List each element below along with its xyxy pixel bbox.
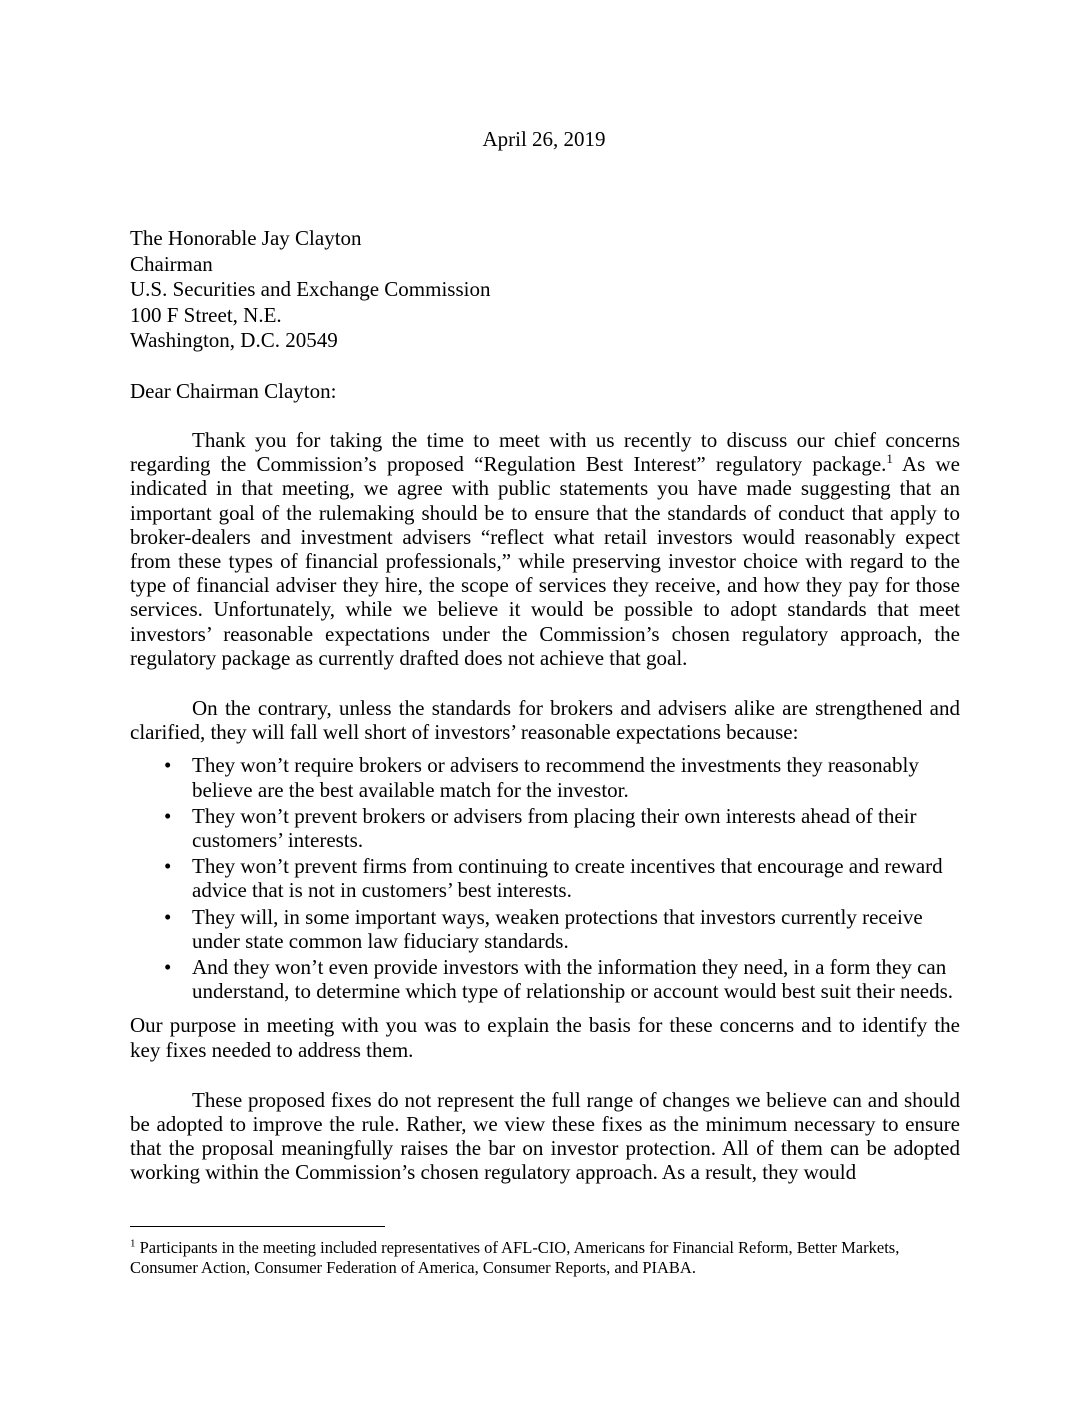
list-item <box>130 804 960 852</box>
list-item-text: They won’t require brokers or advisers to recommend the investments they reasonably believe are the best available match for the investor. <box>192 753 919 802</box>
footnote-divider <box>130 1226 385 1227</box>
bullet-icon: • <box>164 803 172 828</box>
address-line: Chairman <box>130 251 213 276</box>
address-line: Washington, D.C. 20549 <box>130 328 338 352</box>
bullet-icon: • <box>164 753 172 778</box>
address-line: 100 F Street, N.E. <box>130 302 282 327</box>
list-item <box>130 955 960 1003</box>
list-item-text: And they won’t even provide investors with the information they need, in a form they can understand, to determine which type of relationship or account would best suit their needs. <box>192 955 954 1004</box>
list-item-text: They will, in some important ways, weaken protections that investors currently receive under state common law fiduciary standards. <box>192 904 923 953</box>
list-item <box>130 753 960 801</box>
paragraph-3: Our purpose in meeting with you was to explain the basis for these concerns and to identify the key fixes needed to address them. <box>130 1013 960 1062</box>
list-item-text: They won’t prevent brokers or advisers from placing their own interests ahead of their customers’ interests. <box>192 803 917 853</box>
footnote-text: Participants in the meeting included representatives of AFL-CIO, Americans for Financial Reform, Better Markets, Consumer Action, Consumer Federation of America, Consumer Reports, and PIABA. <box>130 1238 900 1277</box>
list-item-text: They won’t prevent firms from continuing to create incentives that encourage and reward advice that is not in customers’ best interests. <box>192 854 943 903</box>
concerns-list <box>130 753 960 1003</box>
bullet-icon: • <box>164 854 172 879</box>
bullet-icon: • <box>164 955 172 980</box>
paragraph-4: These proposed fixes do not represent the full range of changes we believe can and should be adopted to improve the rule. Rather, we view these fixes as the minimum necessary to ensure that the proposal meaningfully raises the bar on investor protection. All of them can be adopted working within the Commission’s chosen regulatory approach. As a result, they would <box>130 1087 960 1185</box>
address-line: The Honorable Jay Clayton <box>130 226 362 250</box>
paragraph-1-text-a: Thank you for taking the time to meet with us recently to discuss our chief concerns regarding the Commission’s proposed “Regulation Best Interest” regulatory package. <box>130 428 960 477</box>
bullet-icon: • <box>164 904 172 929</box>
list-item <box>130 905 960 953</box>
paragraph-2: On the contrary, unless the standards for brokers and advisers alike are strengthened and clarified, they will fall well short of investors’ reasonable expectations because: <box>130 696 960 745</box>
address-line: U.S. Securities and Exchange Commission <box>130 277 491 301</box>
recipient-address <box>130 226 490 354</box>
letter-body <box>130 428 960 1185</box>
footnote-reference: 1 <box>886 451 893 467</box>
footnote <box>130 1238 970 1278</box>
footnote-number: 1 <box>130 1237 136 1250</box>
paragraph-1-text-b: As we indicated in that meeting, we agree with public statements you have made suggesting that an important goal of the rulemaking should be to ensure that the standards of conduct that apply to broker-dealers and investment advisers “reflect what retail investors would reasonably expect from these types of financial professionals,” while preserving investor choice with regard to the type of financial adviser they hire, the scope of services they receive, and how they pay for those services. Unfortunately, while we believe it would be possible to adopt standards that meet investors’ reasonable expectations under the Commission’s chosen regulatory approach, the regulatory package as currently drafted does not achieve that goal. <box>130 452 960 670</box>
list-item <box>130 854 960 902</box>
letter-date: April 26, 2019 <box>482 127 606 151</box>
paragraph-1 <box>130 428 960 670</box>
salutation: Dear Chairman Clayton: <box>130 379 337 403</box>
